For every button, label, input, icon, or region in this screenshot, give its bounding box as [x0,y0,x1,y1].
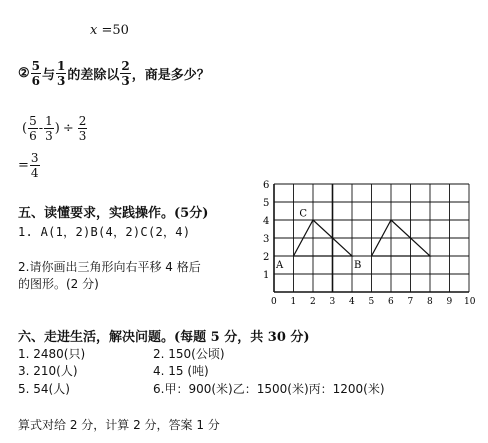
section-5-title: 五、读懂要求，实践操作。(5分) [18,206,209,221]
question-text: ，商是多少？ [131,68,210,83]
section-5-item-2-line2: 的图形。(2 分) [18,277,99,291]
answer-4: 4. 15 (吨) [153,364,209,378]
fraction-2-3: $\frac{2}{3}$ [121,59,130,88]
y-tick-label: 3 [263,234,270,245]
scoring-note: 算式对给 2 分，计算 2 分，答案 1 分 [18,418,220,432]
question-text: 的差除以 [67,68,120,83]
open-paren: ( [22,121,28,136]
x-axis-labels [271,297,476,305]
question-2 [18,60,210,87]
x-tick-label: 3 [329,297,336,305]
equals-sign: = [18,158,29,173]
y-tick-label: 4 [263,216,270,227]
point-label-B: B [353,260,362,271]
x-tick-label: 7 [407,297,414,305]
x-tick-label: 6 [388,297,394,305]
answer-2: 2. 150(公顷) [153,347,225,361]
x-tick-label: 9 [446,297,453,305]
result-line [18,152,41,179]
minus-sign: - [38,121,44,136]
x-tick-label: 4 [349,297,355,305]
fraction-5-6: $\frac{5}{6}$ [29,114,37,143]
answer-6: 6.甲：900(米)乙：1500(米)丙：1200(米) [153,382,385,396]
section-5-item-2-line1: 2.请你画出三角形向右平移 4 格后 [18,260,201,274]
expression-line [22,115,88,142]
question-text: 与 [42,68,56,83]
section-5-item-1: 1. A(1，2)B(4，2)C(2，4) [18,225,191,239]
y-tick-label: 2 [263,252,270,263]
x-tick-label: 1 [290,297,297,305]
section-6-title: 六、走进生活，解决问题。(每题 5 分，共 30 分) [18,330,310,345]
y-tick-label: 6 [263,180,270,191]
fraction-2-3: $\frac{2}{3}$ [78,114,87,143]
close-paren: ) [54,121,60,136]
answer-3: 3. 210(人) [18,364,78,378]
question-number: ② [18,66,30,81]
x-tick-label: 5 [368,297,375,305]
fraction-1-3: $\frac{1}{3}$ [57,59,66,88]
variable-x: x [90,23,98,38]
fraction-5-6: $\frac{5}{6}$ [31,59,41,88]
x-tick-label: 10 [464,297,476,305]
point-label-C: C [299,208,308,220]
fraction-1-3: $\frac{1}{3}$ [45,114,53,143]
x-tick-label: 0 [271,297,277,305]
y-tick-label: 1 [263,270,270,281]
fraction-3-4: $\frac{3}{4}$ [30,151,39,180]
equation-line [90,23,129,38]
coordinate-grid [258,180,480,305]
x-tick-label: 2 [310,297,316,305]
equation-value: =50 [97,23,129,38]
y-tick-label: 5 [263,198,270,209]
point-label-A: A [276,260,284,271]
divide-sign: ÷ [62,121,74,136]
x-tick-label: 8 [427,297,433,305]
y-axis-labels [263,180,269,281]
answer-1: 1. 2480(只) [18,347,86,361]
answer-5: 5. 54(人) [18,382,70,396]
